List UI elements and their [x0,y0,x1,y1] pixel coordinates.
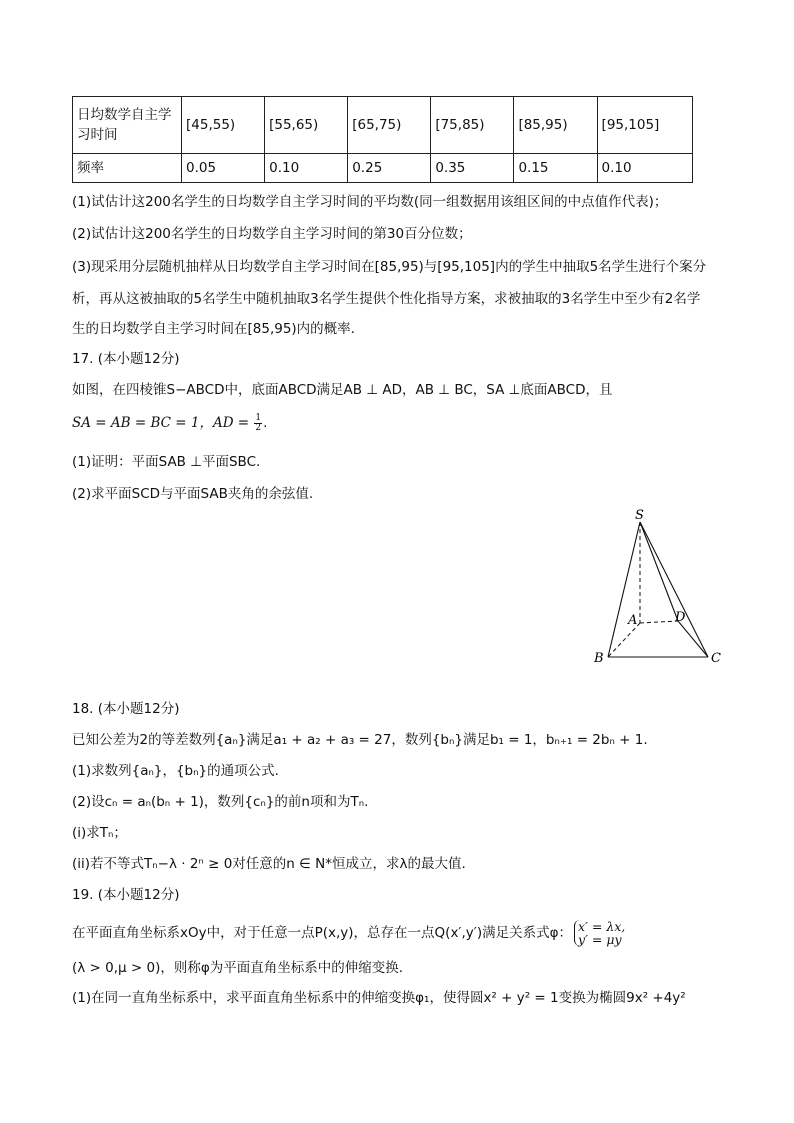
edge-SB [608,522,640,657]
q19-header: 19. (本小题12分) [72,887,180,903]
edge-AD [640,621,678,623]
q19-line2: (λ > 0,μ > 0)，则称φ为平面直角坐标系中的伸缩变换. [72,960,404,976]
table-cell: [45,55) [182,97,265,154]
table-cell: [75,85) [431,97,514,154]
q18-part2-ii: (ii)若不等式Tₙ−λ · 2ⁿ ≥ 0对任意的n ∈ N*恒成立，求λ的最大值. [72,856,466,872]
table-cell: 0.25 [348,154,431,183]
table-cell: 0.15 [514,154,597,183]
table-header-cell: 日均数学自主学习时间 [73,97,182,154]
piecewise-system [574,920,625,946]
table-cell: [65,75) [348,97,431,154]
q16-part2: (2)试估计这200名学生的日均数学自主学习时间的第30百分位数； [72,226,472,242]
q16-part3-line3: 生的日均数学自主学习时间在[85,95)内的概率. [72,321,355,337]
q17-line1: 如图，在四棱锥S−ABCD中，底面ABCD满足AB ⊥ AD，AB ⊥ BC，SA ⊥底面ABCD，且 [72,382,613,398]
vertex-label-D: D [675,610,686,625]
table-cell: 0.10 [597,154,692,183]
q19-part1: (1)在同一直角坐标系中，求平面直角坐标系中的伸缩变换φ₁，使得圆x² + y² = 1变换为椭圆9x² +4y² [72,990,686,1006]
q18-line1: 已知公差为2的等差数列{aₙ}满足a₁ + a₂ + a₃ = 27，数列{bₙ}满足b₁ = 1，bₙ₊₁ = 2bₙ + 1. [72,732,648,748]
fraction [254,414,262,433]
system-line-1: x′ = λx, [578,919,626,934]
q17-header: 17. (本小题12分) [72,351,180,367]
edge-SD [640,522,678,621]
fraction-denominator: 2 [255,422,262,433]
q16-part3-line1: (3)现采用分层随机抽样从日均数学自主学习时间在[85,95)与[95,105]内的学生中抽取5名学生进行个案分 [72,259,707,275]
q17-line2-suffix: . [263,415,268,431]
table-cell: 0.05 [182,154,265,183]
table-cell: [55,65) [265,97,348,154]
q18-part2-i: (i)求Tₙ； [72,825,127,841]
table-cell: [85,95) [514,97,597,154]
edge-SC [640,522,708,657]
q18-part2: (2)设cₙ = aₙ(bₙ + 1)，数列{cₙ}的前n项和为Tₙ. [72,794,369,810]
edge-AB [608,623,640,657]
vertex-label-A: A [628,613,638,628]
vertex-label-C: C [711,651,721,666]
table-header-cell: 频率 [73,154,182,183]
table-cell: [95,105] [597,97,692,154]
vertex-label-B: B [594,651,604,666]
frequency-table [72,96,693,183]
fraction-numerator: 1 [255,412,262,423]
q16-part1: (1)试估计这200名学生的日均数学自主学习时间的平均数(同一组数据用该组区间的中点值作代表)； [72,194,668,210]
q17-line2 [72,413,267,433]
pyramid-figure [590,505,730,674]
table-row [73,154,693,183]
q18-part1: (1)求数列{aₙ}，{bₙ}的通项公式. [72,763,279,779]
q17-part1: (1)证明：平面SAB ⊥平面SBC. [72,454,261,470]
vertex-label-S: S [635,508,644,523]
q18-header: 18. (本小题12分) [72,701,180,717]
system-line-2: y′ = μy [578,932,622,947]
q17-part2: (2)求平面SCD与平面SAB夹角的余弦值. [72,486,314,502]
q16-part3-line2: 析，再从这被抽取的5名学生中随机抽取3名学生提供个性化指导方案，求被抽取的3名学生中至少有2名学 [72,291,701,307]
table-cell: 0.35 [431,154,514,183]
table-row [73,97,693,154]
q17-line2-prefix: SA = AB = BC = 1，AD = [72,415,254,431]
q19-line1-text: 在平面直角坐标系xOy中，对于任意一点P(x,y)，总存在一点Q(x′,y′)满足关系式φ： [72,925,573,941]
table-cell: 0.10 [265,154,348,183]
q19-line1 [72,920,625,946]
